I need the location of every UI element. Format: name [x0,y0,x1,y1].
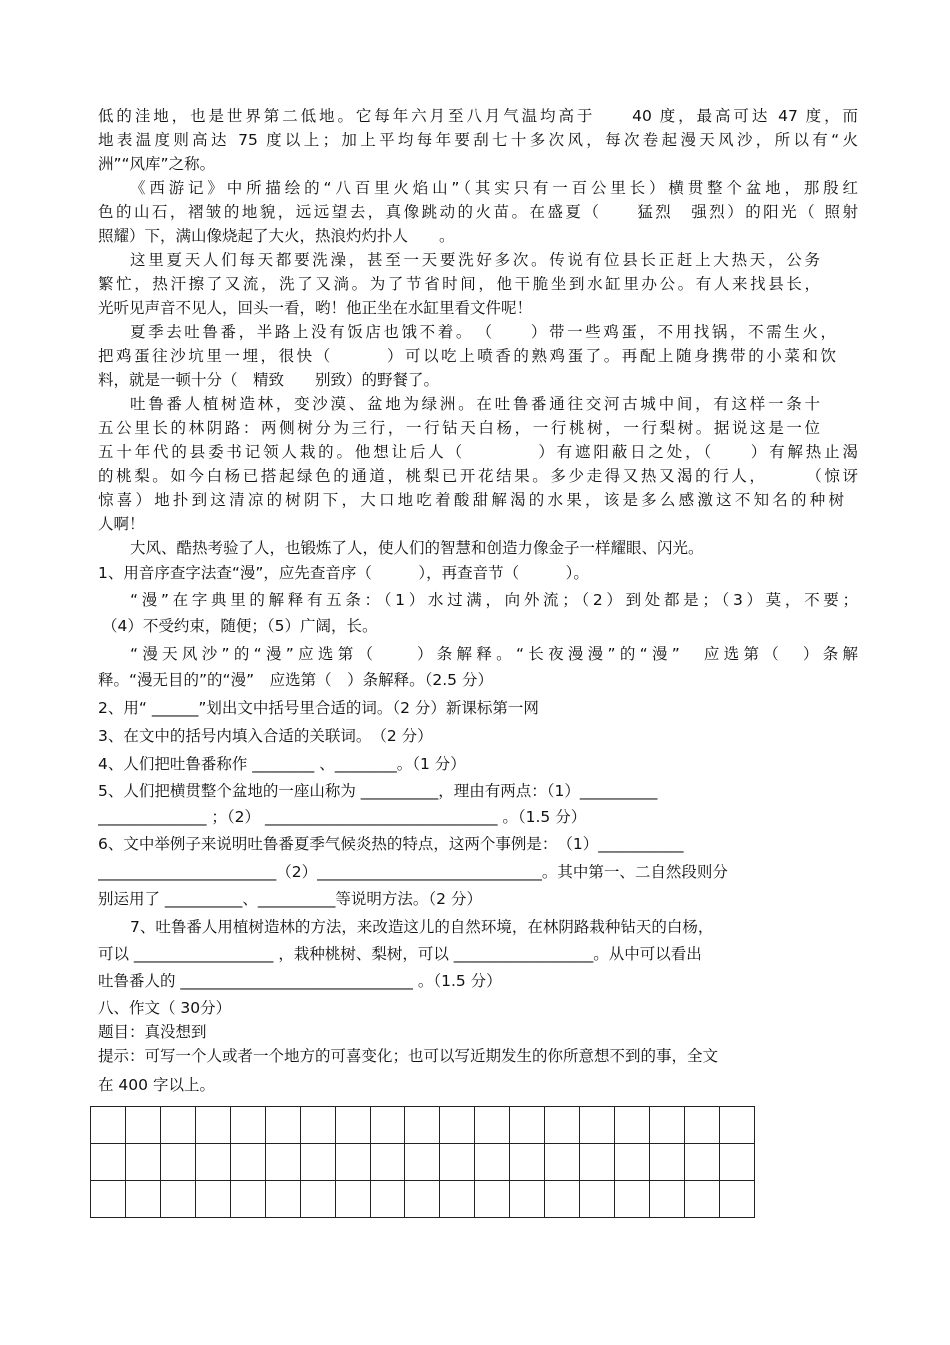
grid-cell[interactable] [195,1107,230,1144]
grid-cell[interactable] [265,1144,300,1181]
question-3: 3、在文中的括号内填入合适的关联词。 （2 分） [98,727,433,745]
grid-cell[interactable] [195,1144,230,1181]
passage-line: 惊喜）地扑到这清凉的树阴下，大口地吃着酸甜解渴的水果，该是多么感激这不知名的种树 [98,491,844,509]
grid-cell[interactable] [300,1144,335,1181]
grid-cell[interactable] [615,1144,650,1181]
grid-cell[interactable] [440,1181,475,1218]
grid-cell[interactable] [545,1107,580,1144]
grid-cell[interactable] [510,1181,545,1218]
question-7: 可以 __________________ ，栽种桃树、梨树，可以 __________________。从中可以看出 [98,945,702,963]
grid-cell[interactable] [405,1181,440,1218]
grid-cell[interactable] [580,1107,615,1144]
question-4: 4、人们把吐鲁番称作 ________ 、________。（1 分） [98,755,466,773]
grid-cell[interactable] [615,1107,650,1144]
grid-cell[interactable] [545,1144,580,1181]
passage-line: 的桃梨。如今白杨已搭起绿色的通道，桃梨已开花结果。多少走得又热又渴的行人， （惊讶 [98,467,858,485]
essay-hint: 在 400 字以上。 [98,1076,215,1094]
grid-cell[interactable] [475,1144,510,1181]
passage-line: 料，就是一顿十分（ 精致 别致）的野餐了。 [98,371,440,389]
grid-cell[interactable] [160,1144,195,1181]
grid-cell[interactable] [125,1181,160,1218]
grid-cell[interactable] [160,1107,195,1144]
grid-cell[interactable] [160,1181,195,1218]
passage-line: 《西游记》中所描绘的“八百里火焰山”（其实只有一百公里长）横贯整个盆地，那殷红 [130,179,858,197]
grid-cell[interactable] [545,1181,580,1218]
question-5: 5、人们把横贯整个盆地的一座山称为 __________，理由有两点：（1）__________ [98,782,658,800]
grid-cell[interactable] [335,1144,370,1181]
grid-cell[interactable] [719,1144,754,1181]
passage-line: 光听见声音不见人，回头一看，哟！他正坐在水缸里看文件呢！ [98,299,533,317]
passage-line: 夏季去吐鲁番，半路上没有饭店也饿不着。 （ ）带一些鸡蛋，不用找锅，不需生火， [130,323,836,341]
grid-cell[interactable] [440,1144,475,1181]
question-1: 1、用音序查字法查“漫”，应先查音序（ ），再查音节（ ）。 [98,564,589,582]
grid-cell[interactable] [335,1181,370,1218]
passage-line: 照耀）下，满山像烧起了大火，热浪灼灼扑人 。 [98,227,455,245]
grid-cell[interactable] [195,1181,230,1218]
grid-cell[interactable] [335,1107,370,1144]
passage-line: 人啊！ [98,515,145,533]
grid-cell[interactable] [230,1181,265,1218]
grid-cell[interactable] [510,1107,545,1144]
grid-cell[interactable] [370,1181,405,1218]
passage-line: 五十年代的县委书记领人栽的。他想让后人（ ）有遮阳蔽日之处，（ ）有解热止渴 [98,443,858,461]
passage-line: 大风、酷热考验了人，也锻炼了人，使人们的智慧和创造力像金子一样耀眼、闪光。 [130,539,704,557]
grid-cell[interactable] [719,1181,754,1218]
grid-cell[interactable] [405,1107,440,1144]
grid-cell[interactable] [91,1144,126,1181]
grid-cell[interactable] [684,1144,719,1181]
grid-cell[interactable] [370,1144,405,1181]
grid-cell[interactable] [580,1144,615,1181]
passage-line: 繁忙，热汗擦了又流，洗了又淌。为了节省时间，他干脆坐到水缸里办公。有人来找县长， [98,275,820,293]
question-1-choices: 释。“漫无目的”的“漫” 应选第（ ）条解释。（2.5 分） [98,671,493,689]
question-1-definitions: （4）不受约束，随便；（5）广阔，长。 [102,617,378,635]
question-6: 6、文中举例子来说明吐鲁番夏季气候炎热的特点，这两个事例是： （1）___________ [98,835,684,853]
grid-cell[interactable] [650,1144,685,1181]
grid-cell[interactable] [650,1107,685,1144]
grid-cell[interactable] [230,1144,265,1181]
grid-cell[interactable] [719,1107,754,1144]
grid-cell[interactable] [684,1181,719,1218]
passage-line: 地表温度则高达 75 度以上；加上平均每年要刮七十多次风，每次卷起漫天风沙，所以有“火 [98,131,858,149]
essay-topic: 题目：真没想到 [98,1023,207,1041]
grid-cell[interactable] [440,1107,475,1144]
grid-cell[interactable] [615,1181,650,1218]
passage-line: 五公里长的林阴路：两侧树分为三行，一行钻天白杨，一行桃树，一行梨树。据说这是一位 [98,419,820,437]
grid-cell[interactable] [300,1181,335,1218]
grid-cell[interactable] [230,1107,265,1144]
grid-cell[interactable] [91,1181,126,1218]
grid-cell[interactable] [475,1181,510,1218]
question-5: ______________ ；（2） ______________________________ 。（1.5 分） [98,808,587,826]
grid-cell[interactable] [125,1107,160,1144]
grid-cell[interactable] [684,1107,719,1144]
grid-cell[interactable] [475,1107,510,1144]
grid-cell[interactable] [510,1144,545,1181]
writing-grid [90,1106,755,1218]
grid-cell[interactable] [650,1181,685,1218]
grid-cell[interactable] [580,1181,615,1218]
passage-line: 把鸡蛋往沙坑里一埋，很快（ ）可以吃上喷香的熟鸡蛋了。再配上随身携带的小菜和饮 [98,347,836,365]
question-1-choices: “漫天风沙”的“漫”应选第（ ）条解释。“长夜漫漫”的“漫” 应选第（ ）条解 [130,645,858,663]
grid-cell[interactable] [91,1107,126,1144]
grid-row [91,1144,755,1181]
essay-heading: 八、作文（ 30分） [98,999,232,1017]
question-2: 2、用“ ______”划出文中括号里合适的词。（2 分）新课标第一网 [98,699,539,717]
grid-cell[interactable] [265,1107,300,1144]
question-6: _______________________（2）_____________________________。其中第一、二自然段则分 [98,863,728,881]
grid-cell[interactable] [125,1144,160,1181]
grid-cell[interactable] [370,1107,405,1144]
passage-line: 低的洼地，也是世界第二低地。它每年六月至八月气温均高于 40 度，最高可达 47 度，而 [98,107,858,125]
passage-line: 吐鲁番人植树造林，变沙漠、盆地为绿洲。在吐鲁番通往交河古城中间，有这样一条十 [130,395,820,413]
grid-row [91,1107,755,1144]
question-1-definitions: “漫”在字典里的解释有五条：（1）水过满，向外流；（2）到处都是；（3）莫，不要； [130,591,858,609]
essay-hint: 提示：可写一个人或者一个地方的可喜变化；也可以写近期发生的你所意想不到的事，全文 [98,1047,719,1065]
grid-cell[interactable] [300,1107,335,1144]
question-7: 7、吐鲁番人用植树造林的方法，来改造这儿的自然环境，在林阴路栽种钻天的白杨， [130,918,714,936]
passage-line: 色的山石，褶皱的地貌，远远望去，真像跳动的火苗。在盛夏（ 猛烈 强烈）的阳光（ 照射 [98,203,858,221]
grid-row [91,1181,755,1218]
passage-line: 这里夏天人们每天都要洗澡，甚至一天要洗好多次。传说有位县长正赶上大热天，公务 [130,251,820,269]
passage-line: 洲”“风库”之称。 [98,155,216,173]
grid-cell[interactable] [405,1144,440,1181]
question-6: 别运用了 __________、__________等说明方法。（2 分） [98,890,482,908]
grid-cell[interactable] [265,1181,300,1218]
question-7: 吐鲁番人的 ______________________________ 。（1.5 分） [98,972,502,990]
